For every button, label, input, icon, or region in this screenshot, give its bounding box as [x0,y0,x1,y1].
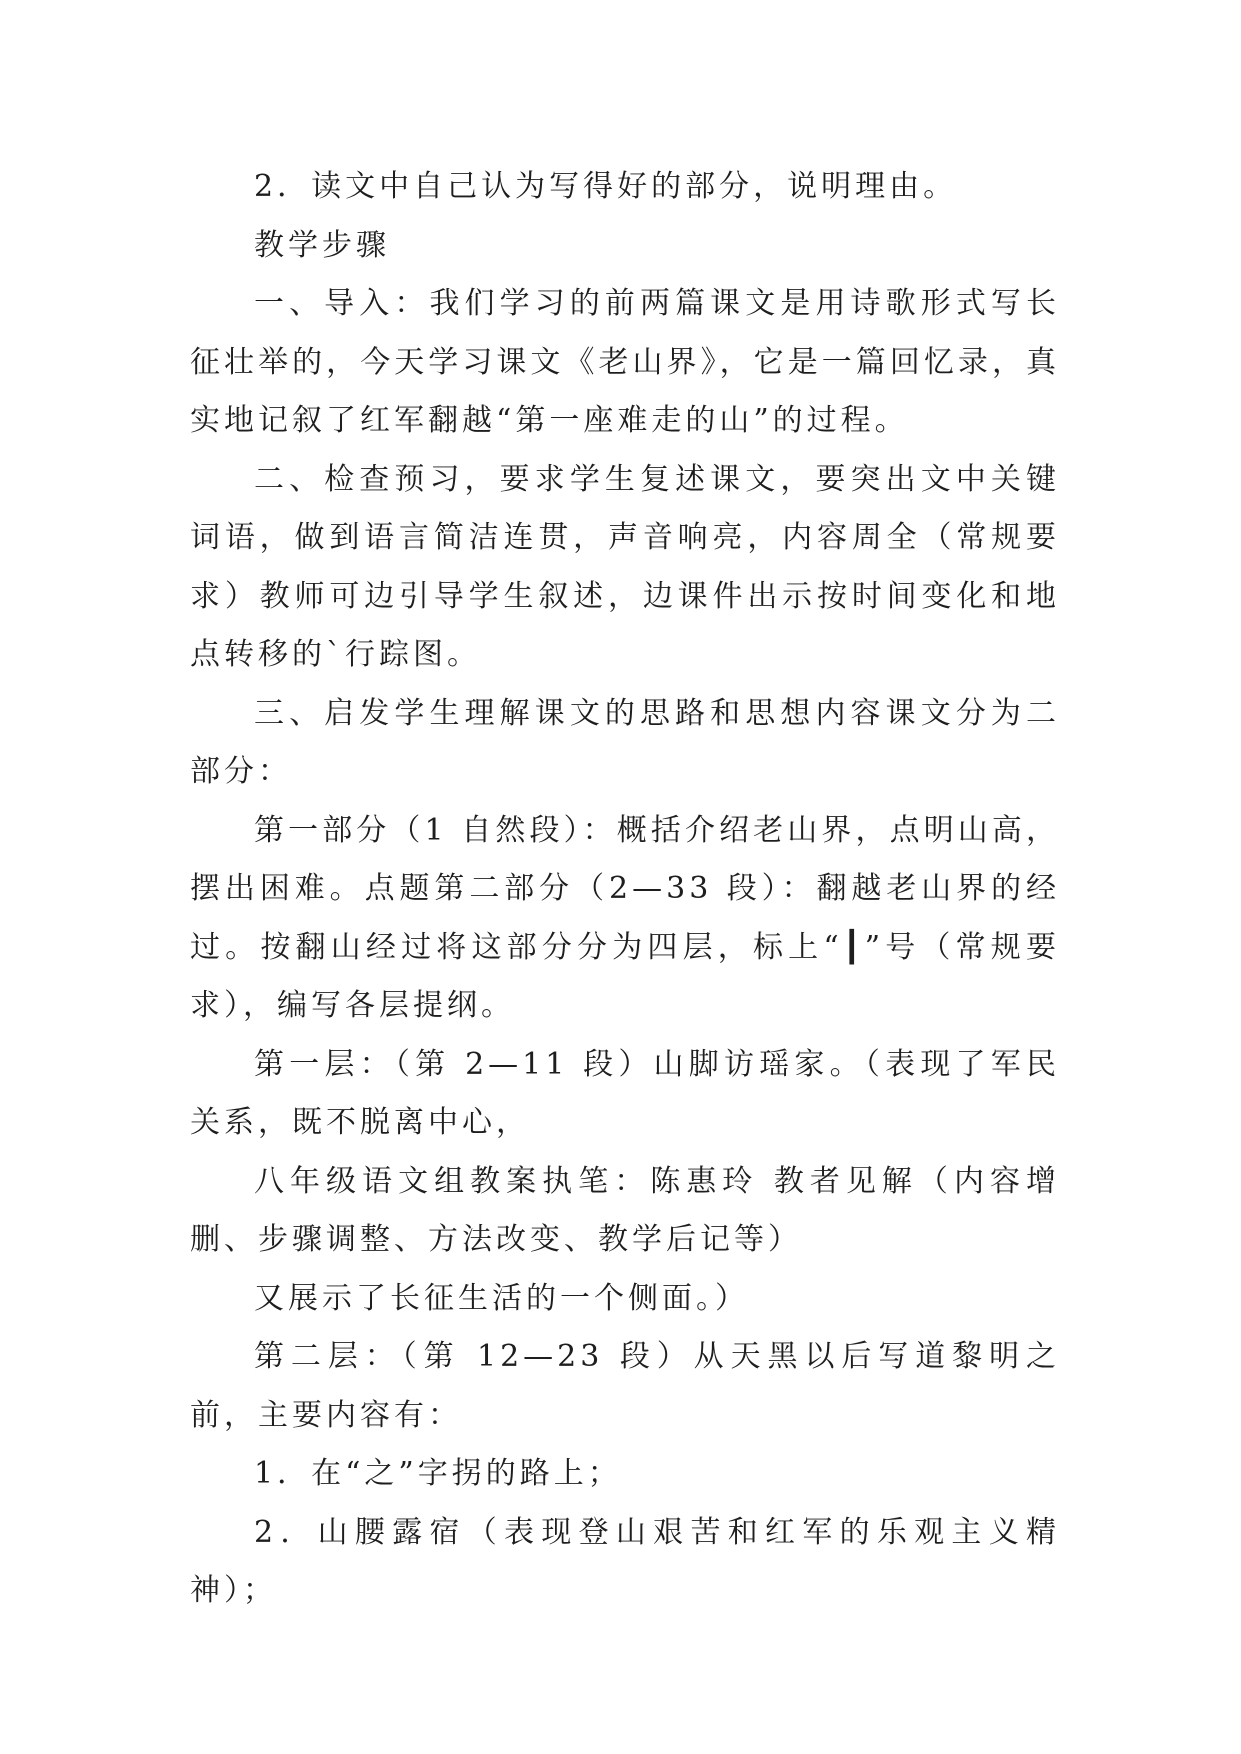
paragraph-layer-one-continued: 又展示了长征生活的一个侧面。） [254,1280,749,1316]
document-body [190,158,1060,1621]
paragraph-text-structure: 三、启发学生理解课文的思路和思想内容课文分为二部分： [190,695,1060,789]
heading-teaching-steps: 教学步骤 [254,227,390,263]
paragraph-preview-check: 二、检查预习，要求学生复述课文，要突出文中关键词语，做到语言简洁连贯，声音响亮，内容周全（常规要求）教师可边引导学生叙述，边课件出示按时间变化和地点转移的`行踪图。 [190,461,1060,672]
paragraph-part-one: 第一部分（1 自然段）：概括介绍老山界，点明山高，摆出困难。点题第二部分（2—33 段）：翻越老山界的经过。按翻山经过将这部分分为四层，标上“┃”号（常规要求），编写各层提纲。 [190,812,1060,1023]
paragraph-layer-two: 第二层：（第 12—23 段）从天黑以后写道黎明之前，主要内容有： [190,1339,1060,1433]
list-item-zigzag-road: 1．在“之”字拐的路上； [254,1456,622,1491]
paragraph-introduction: 一、导入：我们学习的前两篇课文是用诗歌形式写长征壮举的，今天学习课文《老山界》，它是一篇回忆录，真实地记叙了红军翻越“第一座难走的山”的过程。 [190,286,1060,438]
paragraph-reading-task: 2．读文中自己认为写得好的部分，说明理由。 [254,169,958,204]
paragraph-layer-one: 第一层：（第 2—11 段）山脚访瑶家。（表现了军民关系，既不脱离中心， [190,1046,1060,1140]
list-item-mountainside-camp: 2．山腰露宿（表现登山艰苦和红军的乐观主义精神）； [190,1514,1060,1608]
paragraph-author-note: 八年级语文组教案执笔：陈惠玲 教者见解（内容增删、步骤调整、方法改变、教学后记等） [190,1163,1060,1257]
